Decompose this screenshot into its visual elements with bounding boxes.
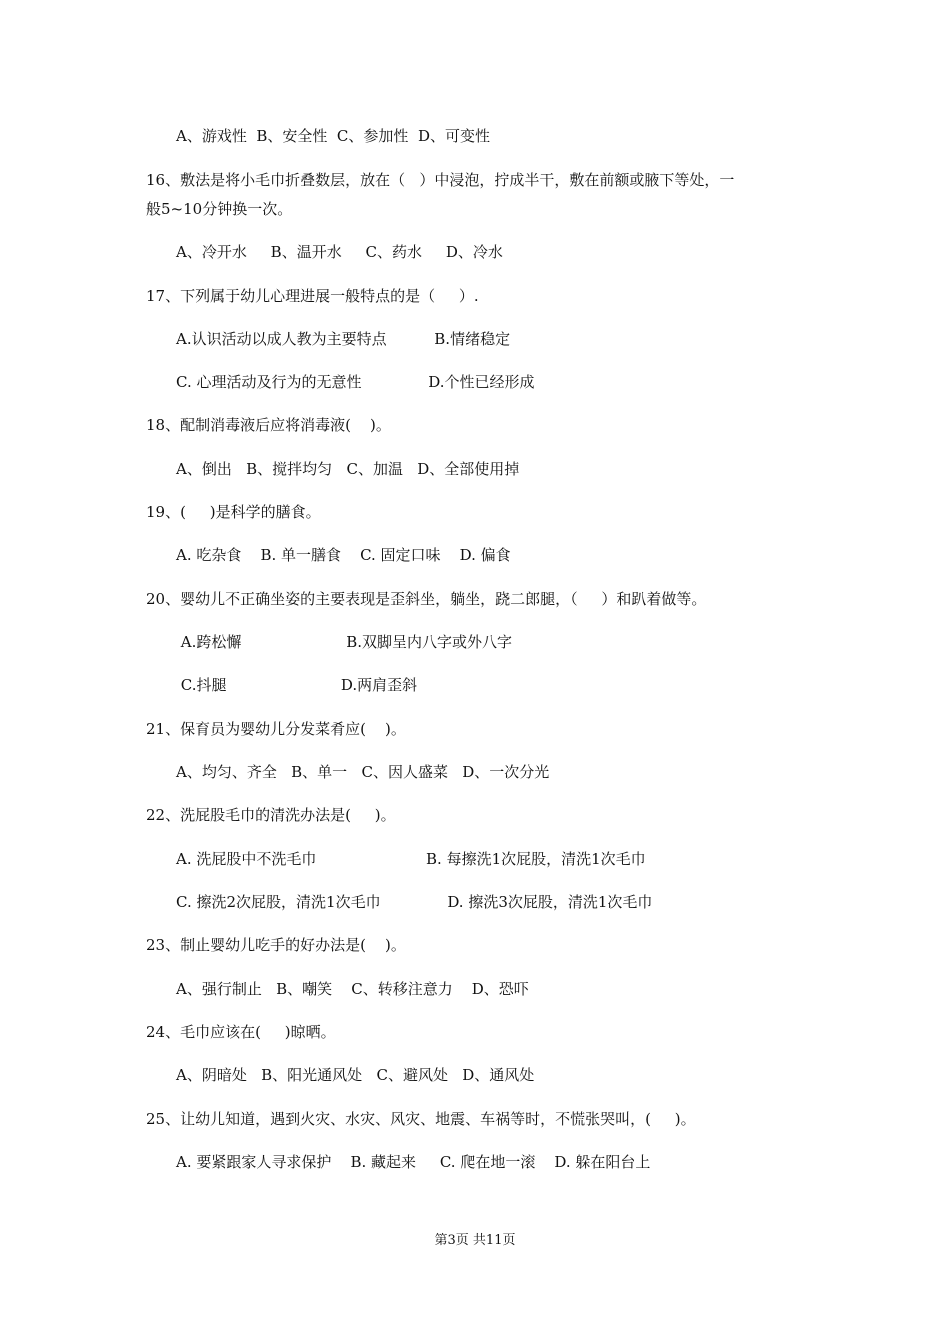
question-17: 17、下列属于幼儿心理进展一般特点的是（ ）. (146, 287, 479, 305)
options-15: A、游戏性 B、安全性 C、参加性 D、可变性 (176, 127, 490, 145)
options-23: A、强行制止 B、嘲笑 C、转移注意力 D、恐吓 (176, 980, 529, 998)
options-16: A、冷开水 B、温开水 C、药水 D、冷水 (176, 243, 503, 261)
question-23: 23、制止婴幼儿吃手的好办法是( )。 (146, 936, 406, 954)
options-22-row2: C. 擦洗2次屁股，清洗1次毛巾 D. 擦洗3次屁股，清洗1次毛巾 (176, 893, 653, 911)
options-24: A、阴暗处 B、阳光通风处 C、避风处 D、通风处 (176, 1066, 535, 1084)
question-25: 25、让幼儿知道，遇到火灾、水灾、风灾、地震、车祸等时，不慌张哭叫，( )。 (146, 1110, 696, 1128)
question-16: 16、敷法是将小毛巾折叠数层，放在（ ）中浸泡，拧成半干，敷在前额或腋下等处，一 (146, 171, 735, 189)
options-22-row1: A. 洗屁股中不洗毛巾 B. 每擦洗1次屁股，清洗1次毛巾 (176, 850, 646, 868)
options-19: A. 吃杂食 B. 单一膳食 C. 固定口味 D. 偏食 (176, 546, 511, 564)
options-20-row2: C.抖腿 D.两肩歪斜 (176, 676, 418, 694)
options-20-row1: A.跨松懈 B.双脚呈内八字或外八字 (176, 633, 513, 651)
options-17-row1: A.认识活动以成人教为主要特点 B.情绪稳定 (176, 330, 511, 348)
question-18: 18、配制消毒液后应将消毒液( )。 (146, 416, 391, 434)
question-24: 24、毛巾应该在( )晾晒。 (146, 1023, 336, 1041)
options-25: A. 要紧跟家人寻求保护 B. 藏起来 C. 爬在地一滚 D. 躲在阳台上 (176, 1153, 651, 1171)
question-16-cont: 般5~10分钟换一次。 (146, 200, 293, 218)
options-18: A、倒出 B、搅拌均匀 C、加温 D、全部使用掉 (176, 460, 520, 478)
question-22: 22、洗屁股毛巾的清洗办法是( )。 (146, 806, 396, 824)
options-17-row2: C. 心理活动及行为的无意性 D.个性已经形成 (176, 373, 535, 391)
question-21: 21、保育员为婴幼儿分发菜肴应( )。 (146, 720, 406, 738)
options-21: A、均匀、齐全 B、单一 C、因人盛菜 D、一次分光 (176, 763, 550, 781)
page-footer: 第3页 共11页 (434, 1233, 516, 1248)
question-19: 19、( )是科学的膳食。 (146, 503, 321, 521)
question-20: 20、婴幼儿不正确坐姿的主要表现是歪斜坐，躺坐，跷二郎腿，（ ）和趴着做等。 (146, 590, 707, 608)
